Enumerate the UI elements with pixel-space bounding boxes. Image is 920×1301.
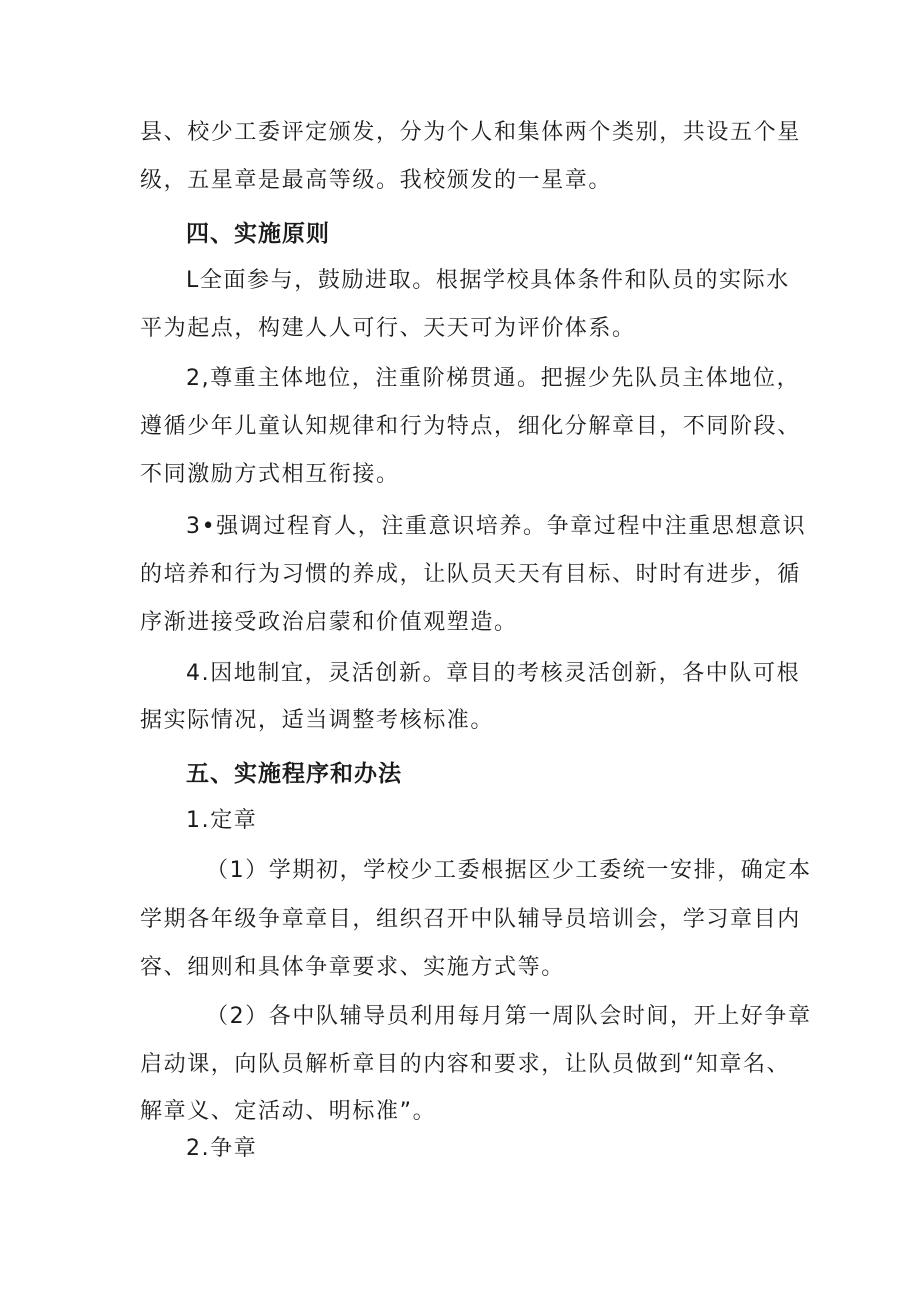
subsection-heading: 1.定章 [186, 808, 258, 833]
paragraph-line: 据实际情况，适当调整考核标准。 [140, 708, 495, 733]
paragraph-line: 序渐进接受政治启蒙和价值观塑造。 [140, 610, 518, 635]
paragraph-line: 3•强调过程育人，注重意识培养。争章过程中注重思想意识 [186, 514, 807, 539]
paragraph-line: 县、校少工委评定颁发，分为个人和集体两个类别，共设五个星 [140, 120, 801, 145]
paragraph-line: 4.因地制宜，灵活创新。章目的考核灵活创新，各中队可根 [186, 661, 801, 686]
paragraph-line: 级，五星章是最高等级。我校颁发的一星章。 [140, 168, 613, 193]
paragraph-line: 解章义、定活动、明标准”。 [140, 1099, 437, 1124]
paragraph-line: 学期各年级争章章目，组织召开中队辅导员培训会，学习章目内 [140, 907, 801, 932]
paragraph-line: （1）学期初，学校少工委根据区少工委统一安排，确定本 [206, 858, 812, 883]
subsection-heading: 2.争章 [186, 1136, 258, 1161]
paragraph-line: 不同激励方式相互衔接。 [140, 462, 400, 487]
paragraph-line: 遵循少年儿童认知规律和行为特点，细化分解章目，不同阶段、 [140, 414, 801, 439]
paragraph-line: 的培养和行为习惯的养成，让队员天天有目标、时时有进步，循 [140, 562, 801, 587]
paragraph-line: 2,尊重主体地位，注重阶梯贯通。把握少先队员主体地位， [186, 366, 801, 391]
paragraph-line: 启动课，向队员解析章目的内容和要求，让队员做到“知章名、 [140, 1052, 791, 1077]
paragraph-line: L全面参与，鼓励进取。根据学校具体条件和队员的实际水 [186, 268, 790, 293]
paragraph-line: 容、细则和具体争章要求、实施方式等。 [140, 955, 565, 980]
section-heading: 五、实施程序和办法 [186, 761, 402, 787]
section-heading: 四、实施原则 [186, 221, 330, 247]
paragraph-line: （2）各中队辅导员利用每月第一周队会时间，开上好争章 [206, 1004, 812, 1029]
paragraph-line: 平为起点，构建人人可行、天天可为评价体系。 [140, 316, 636, 341]
